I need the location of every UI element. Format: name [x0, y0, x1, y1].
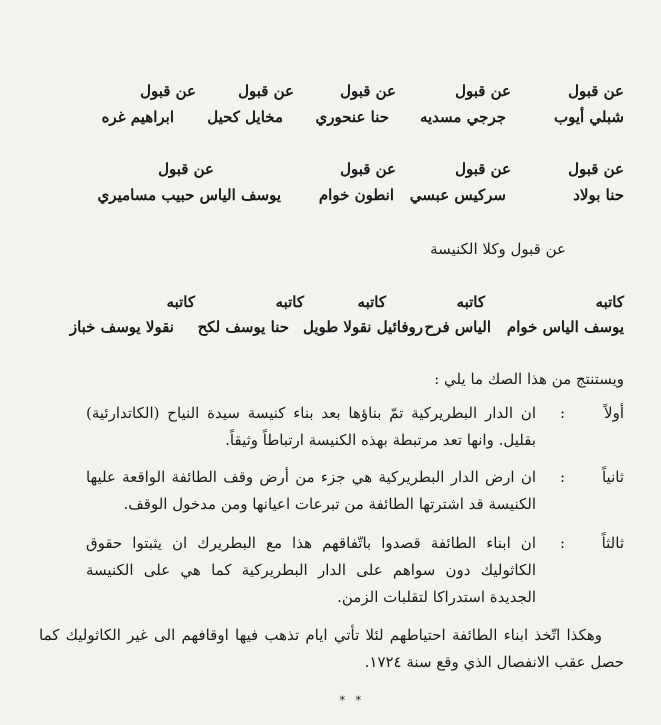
signature-label: عن قبول [140, 82, 196, 100]
signature-name: يوسف الياس حبيب مساميري [97, 186, 281, 204]
signature-label: عن قبول [455, 82, 511, 100]
signature-label: عن قبول [455, 160, 511, 178]
signature-name: مخايل كحيل [207, 108, 283, 126]
signature-name: شبلي أيوب [554, 108, 624, 126]
signature-name: حنا عنحوري [315, 108, 389, 126]
church-agents-line: عن قبول وكلا الكنيسة [430, 240, 566, 258]
point-colon: : [559, 404, 565, 422]
signature-name: انطون خوام [318, 186, 394, 204]
scribe-label: كاتبه [595, 293, 624, 311]
scribe-label: كاتبه [275, 293, 304, 311]
scribe-name: الياس فرح [424, 318, 491, 336]
point-label: ثالثاً [601, 534, 624, 552]
signature-label: عن قبول [568, 82, 624, 100]
signature-label: عن قبول [340, 82, 396, 100]
scribe-label: كاتبه [357, 293, 386, 311]
scribe-name: روفائيل نقولا طويل [302, 318, 423, 336]
point-label: أولاً [604, 404, 624, 422]
conclusion-intro: ويستنتج من هذا الصك ما يلي : [434, 370, 624, 388]
point-text: ان ابناء الطائفة قصدوا باتّفاقهم هذا مع البطريرك ان يثبتوا حقوق الكاثوليك دون سواهم على الدار البطريركية كما هي على الكنيسة الجديدة استدراكا لتقلبات الزمن. [86, 534, 536, 606]
point-colon: : [559, 468, 565, 486]
scribe-name: نقولا يوسف خباز [69, 318, 174, 336]
signature-label: عن قبول [340, 160, 396, 178]
signature-name: ابراهيم غره [101, 108, 174, 126]
scribe-label: كاتبه [456, 293, 485, 311]
point-colon: : [559, 534, 565, 552]
signature-name: سركيس عبسي [409, 186, 506, 204]
scribe-name: حنا يوسف لكح [197, 318, 289, 336]
point-text: ان الدار البطريركية تمّ بناؤها بعد بناء كنيسة سيدة النياح (الكاتدارئية) بقليل. وانها تعد مرتبطة بهذه الكنيسة ارتباطاً وثيقاً. [86, 404, 536, 449]
scribe-label: كاتبه [166, 293, 195, 311]
signature-name: جرجي مسديه [419, 108, 506, 126]
scribe-name: يوسف الياس خوام [506, 318, 624, 336]
signature-label: عن قبول [568, 160, 624, 178]
closing-paragraph: وهكذا اتّخذ ابناء الطائفة احتياطهم لئلا تأتي ايام تذهب فيها اوقافهم الى غير الكاثوليك كما حصل عقب الانفصال الذي وقع سنة ١٧٢٤. [39, 626, 624, 671]
signature-name: حنا بولاد [573, 186, 624, 204]
signature-label: عن قبول [238, 82, 294, 100]
footer-stars: * * [339, 694, 361, 707]
signature-label: عن قبول [158, 160, 214, 178]
point-text: ان ارض الدار البطريركية هي جزء من أرض وقف الطائفة الواقعة عليها الكنيسة قد اشترتها الطائفة من تبرعات اعيانها ومن مدخول الوقف. [86, 468, 536, 513]
point-label: ثانياً [601, 468, 624, 486]
